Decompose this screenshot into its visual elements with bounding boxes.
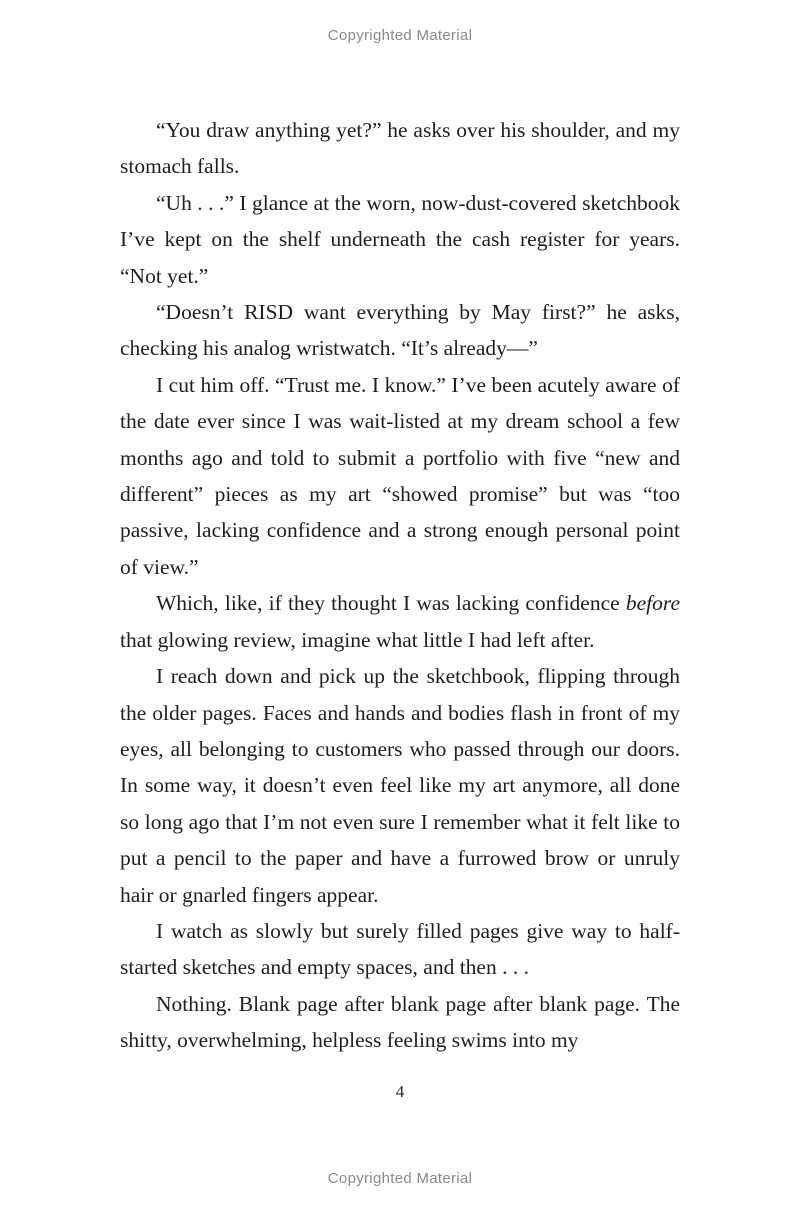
- text-segment: I cut him off. “Trust me. I know.” I’ve been acutely aware of the date ever since I was wait-listed at my dream school a few months ago and told to submit a portfolio with five “new and different” pieces as my art “showed promise” but was “too passive, lacking confidence and a strong enough personal point of view.”: [120, 372, 680, 579]
- text-segment: that glowing review, imagine what little I had left after.: [120, 627, 595, 652]
- paragraph: [120, 585, 680, 658]
- paragraph: [120, 367, 680, 585]
- italic-text: before: [625, 591, 680, 616]
- paragraph: [120, 658, 680, 913]
- text-segment: I reach down and pick up the sketchbook, flipping through the older pages. Faces and hands and bodies flash in front of my eyes, all belonging to customers who passed through our doors. In some way, it doesn’t even feel like my art anymore, all done so long ago that I’m not even sure I remember what it felt like to put a pencil to the paper and have a furrowed brow or unruly hair or gnarled fingers appear.: [120, 664, 680, 907]
- text-segment: “You draw anything yet?” he asks over his shoulder, and my stomach falls.: [120, 118, 680, 179]
- text-segment: “Doesn’t RISD want everything by May first?” he asks, checking his analog wristwatch. “It’s already—”: [120, 300, 680, 361]
- paragraph: [120, 185, 680, 294]
- body-text: [120, 112, 680, 1059]
- paragraph: [120, 986, 680, 1059]
- copyright-notice-bottom: Copyrighted Material: [327, 1170, 473, 1187]
- text-segment: I watch as slowly but surely filled pages give way to half-started sketches and empty spaces, and then . . .: [120, 918, 680, 980]
- text-segment: Nothing. Blank page after blank page after blank page. The shitty, overwhelming, helpless feeling swims into my: [120, 991, 680, 1053]
- copyright-notice-top: Copyrighted Material: [327, 27, 473, 44]
- text-segment: Which, like, if they thought I was lacking confidence: [156, 591, 626, 616]
- paragraph: [120, 913, 680, 986]
- paragraph: [120, 294, 680, 367]
- paragraph: [120, 112, 680, 185]
- page-number: 4: [395, 1082, 405, 1101]
- text-segment: “Uh . . .” I glance at the worn, now-dust-covered sketchbook I’ve kept on the shelf underneath the cash register for years. “Not yet.”: [120, 190, 680, 288]
